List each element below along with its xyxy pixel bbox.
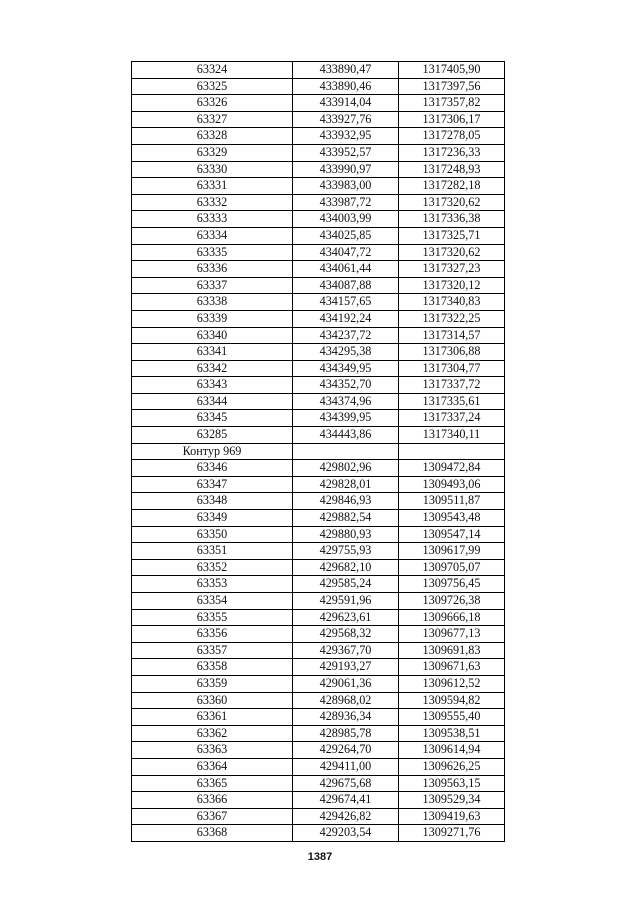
- table-row: [132, 377, 505, 394]
- table-row: [132, 742, 505, 759]
- y-coordinate-cell: 1317320,62: [399, 244, 505, 261]
- y-coordinate-cell: 1309671,63: [399, 659, 505, 676]
- y-coordinate-cell: 1309594,82: [399, 692, 505, 709]
- table-row: [132, 310, 505, 327]
- point-number-cell: 63363: [132, 742, 293, 759]
- point-number-cell: 63358: [132, 659, 293, 676]
- table-row: [132, 493, 505, 510]
- point-number-cell: 63367: [132, 808, 293, 825]
- y-coordinate-cell: 1309419,63: [399, 808, 505, 825]
- y-coordinate-cell: 1317306,17: [399, 111, 505, 128]
- table-row: [132, 161, 505, 178]
- x-coordinate-cell: 429623,61: [293, 609, 399, 626]
- y-coordinate-cell: 1317397,56: [399, 78, 505, 95]
- y-coordinate-cell: 1317327,23: [399, 261, 505, 278]
- table-row: [132, 244, 505, 261]
- table-row: [132, 277, 505, 294]
- y-coordinate-cell: 1309726,38: [399, 593, 505, 610]
- contour-header-row: [132, 443, 505, 460]
- x-coordinate-cell: 434192,24: [293, 310, 399, 327]
- x-coordinate-cell: 434061,44: [293, 261, 399, 278]
- y-coordinate-cell: 1317340,11: [399, 427, 505, 444]
- table-row: [132, 62, 505, 79]
- y-coordinate-cell: 1309271,76: [399, 825, 505, 842]
- x-coordinate-cell: 429061,36: [293, 675, 399, 692]
- table-row: [132, 427, 505, 444]
- table-row: [132, 227, 505, 244]
- x-coordinate-cell: 433890,46: [293, 78, 399, 95]
- point-number-cell: 63326: [132, 95, 293, 112]
- table-row: [132, 344, 505, 361]
- x-coordinate-cell: 434047,72: [293, 244, 399, 261]
- x-coordinate-cell: 434025,85: [293, 227, 399, 244]
- y-coordinate-cell: 1317337,24: [399, 410, 505, 427]
- point-number-cell: 63285: [132, 427, 293, 444]
- y-coordinate-cell: 1317337,72: [399, 377, 505, 394]
- table-row: [132, 709, 505, 726]
- y-coordinate-cell: 1309705,07: [399, 559, 505, 576]
- table-row: [132, 593, 505, 610]
- point-number-cell: 63333: [132, 211, 293, 228]
- table-row: [132, 659, 505, 676]
- table-row: [132, 144, 505, 161]
- point-number-cell: 63324: [132, 62, 293, 79]
- point-number-cell: 63345: [132, 410, 293, 427]
- y-coordinate-cell: 1317336,38: [399, 211, 505, 228]
- table-row: [132, 692, 505, 709]
- x-coordinate-cell: 434374,96: [293, 393, 399, 410]
- y-coordinate-cell: 1309555,40: [399, 709, 505, 726]
- point-number-cell: 63356: [132, 626, 293, 643]
- y-coordinate-cell: 1317340,83: [399, 294, 505, 311]
- x-coordinate-cell: 434157,65: [293, 294, 399, 311]
- x-coordinate-cell: 429203,54: [293, 825, 399, 842]
- y-coordinate-cell: 1309547,14: [399, 526, 505, 543]
- y-coordinate-cell: 1317304,77: [399, 360, 505, 377]
- table-row: [132, 758, 505, 775]
- point-number-cell: 63347: [132, 476, 293, 493]
- y-coordinate-cell: 1309543,48: [399, 510, 505, 527]
- x-coordinate-cell: 428968,02: [293, 692, 399, 709]
- y-coordinate-cell: 1309614,94: [399, 742, 505, 759]
- point-number-cell: 63329: [132, 144, 293, 161]
- y-coordinate-cell: 1309677,13: [399, 626, 505, 643]
- point-number-cell: 63338: [132, 294, 293, 311]
- y-coordinate-cell: 1309666,18: [399, 609, 505, 626]
- x-coordinate-cell: 433914,04: [293, 95, 399, 112]
- point-number-cell: 63346: [132, 460, 293, 477]
- point-number-cell: 63355: [132, 609, 293, 626]
- table-row: [132, 261, 505, 278]
- table-row: [132, 642, 505, 659]
- y-coordinate-cell: 1309691,83: [399, 642, 505, 659]
- point-number-cell: 63362: [132, 725, 293, 742]
- point-number-cell: 63335: [132, 244, 293, 261]
- x-coordinate-cell: 429755,93: [293, 543, 399, 560]
- y-coordinate-cell: 1309511,87: [399, 493, 505, 510]
- table-row: [132, 543, 505, 560]
- point-number-cell: 63328: [132, 128, 293, 145]
- point-number-cell: 63359: [132, 675, 293, 692]
- x-coordinate-cell: 429411,00: [293, 758, 399, 775]
- empty-cell: [399, 443, 505, 460]
- table-row: [132, 792, 505, 809]
- x-coordinate-cell: 434352,70: [293, 377, 399, 394]
- point-number-cell: 63352: [132, 559, 293, 576]
- point-number-cell: 63334: [132, 227, 293, 244]
- y-coordinate-cell: 1309617,99: [399, 543, 505, 560]
- table-row: [132, 609, 505, 626]
- table-row: [132, 410, 505, 427]
- point-number-cell: 63325: [132, 78, 293, 95]
- table-row: [132, 327, 505, 344]
- y-coordinate-cell: 1317248,93: [399, 161, 505, 178]
- y-coordinate-cell: 1309472,84: [399, 460, 505, 477]
- y-coordinate-cell: 1309538,51: [399, 725, 505, 742]
- y-coordinate-cell: 1317282,18: [399, 178, 505, 195]
- table-row: [132, 725, 505, 742]
- x-coordinate-cell: 434237,72: [293, 327, 399, 344]
- x-coordinate-cell: 429264,70: [293, 742, 399, 759]
- point-number-cell: 63337: [132, 277, 293, 294]
- coordinates-table: [131, 61, 505, 842]
- table-row: [132, 95, 505, 112]
- point-number-cell: 63342: [132, 360, 293, 377]
- y-coordinate-cell: 1309493,06: [399, 476, 505, 493]
- table-row: [132, 111, 505, 128]
- table-row: [132, 460, 505, 477]
- x-coordinate-cell: 433927,76: [293, 111, 399, 128]
- y-coordinate-cell: 1317314,57: [399, 327, 505, 344]
- y-coordinate-cell: 1309626,25: [399, 758, 505, 775]
- x-coordinate-cell: 429880,93: [293, 526, 399, 543]
- table-row: [132, 775, 505, 792]
- y-coordinate-cell: 1317306,88: [399, 344, 505, 361]
- x-coordinate-cell: 429585,24: [293, 576, 399, 593]
- table-row: [132, 559, 505, 576]
- x-coordinate-cell: 428936,34: [293, 709, 399, 726]
- point-number-cell: 63366: [132, 792, 293, 809]
- point-number-cell: 63365: [132, 775, 293, 792]
- page-number: 1387: [307, 851, 333, 863]
- x-coordinate-cell: 434295,38: [293, 344, 399, 361]
- x-coordinate-cell: 434443,86: [293, 427, 399, 444]
- point-number-cell: 63361: [132, 709, 293, 726]
- point-number-cell: 63330: [132, 161, 293, 178]
- y-coordinate-cell: 1317278,05: [399, 128, 505, 145]
- point-number-cell: 63331: [132, 178, 293, 195]
- table-row: [132, 78, 505, 95]
- point-number-cell: 63353: [132, 576, 293, 593]
- point-number-cell: 63348: [132, 493, 293, 510]
- table-row: [132, 393, 505, 410]
- table-row: [132, 526, 505, 543]
- point-number-cell: 63351: [132, 543, 293, 560]
- x-coordinate-cell: 429682,10: [293, 559, 399, 576]
- x-coordinate-cell: 429568,32: [293, 626, 399, 643]
- x-coordinate-cell: 429426,82: [293, 808, 399, 825]
- x-coordinate-cell: 429591,96: [293, 593, 399, 610]
- x-coordinate-cell: 433990,97: [293, 161, 399, 178]
- x-coordinate-cell: 434349,95: [293, 360, 399, 377]
- table-row: [132, 360, 505, 377]
- y-coordinate-cell: 1317357,82: [399, 95, 505, 112]
- y-coordinate-cell: 1317236,33: [399, 144, 505, 161]
- x-coordinate-cell: 429846,93: [293, 493, 399, 510]
- y-coordinate-cell: 1317325,71: [399, 227, 505, 244]
- x-coordinate-cell: 433987,72: [293, 194, 399, 211]
- table-row: [132, 211, 505, 228]
- point-number-cell: 63354: [132, 593, 293, 610]
- point-number-cell: 63343: [132, 377, 293, 394]
- x-coordinate-cell: 429802,96: [293, 460, 399, 477]
- table-row: [132, 294, 505, 311]
- point-number-cell: 63368: [132, 825, 293, 842]
- x-coordinate-cell: 429367,70: [293, 642, 399, 659]
- y-coordinate-cell: 1309612,52: [399, 675, 505, 692]
- table-row: [132, 825, 505, 842]
- point-number-cell: 63327: [132, 111, 293, 128]
- contour-label: Контур 969: [132, 443, 293, 460]
- table-row: [132, 626, 505, 643]
- x-coordinate-cell: 434003,99: [293, 211, 399, 228]
- point-number-cell: 63364: [132, 758, 293, 775]
- point-number-cell: 63357: [132, 642, 293, 659]
- table-row: [132, 576, 505, 593]
- x-coordinate-cell: 429193,27: [293, 659, 399, 676]
- x-coordinate-cell: 433952,57: [293, 144, 399, 161]
- coordinates-table-body: [132, 62, 505, 842]
- table-row: [132, 194, 505, 211]
- point-number-cell: 63340: [132, 327, 293, 344]
- y-coordinate-cell: 1309563,15: [399, 775, 505, 792]
- point-number-cell: 63344: [132, 393, 293, 410]
- point-number-cell: 63349: [132, 510, 293, 527]
- table-row: [132, 675, 505, 692]
- y-coordinate-cell: 1317335,61: [399, 393, 505, 410]
- point-number-cell: 63339: [132, 310, 293, 327]
- y-coordinate-cell: 1309756,45: [399, 576, 505, 593]
- y-coordinate-cell: 1317322,25: [399, 310, 505, 327]
- table-row: [132, 178, 505, 195]
- table-row: [132, 510, 505, 527]
- x-coordinate-cell: 429675,68: [293, 775, 399, 792]
- point-number-cell: 63350: [132, 526, 293, 543]
- x-coordinate-cell: 433983,00: [293, 178, 399, 195]
- point-number-cell: 63341: [132, 344, 293, 361]
- x-coordinate-cell: 429882,54: [293, 510, 399, 527]
- x-coordinate-cell: 433890,47: [293, 62, 399, 79]
- x-coordinate-cell: 429828,01: [293, 476, 399, 493]
- table-row: [132, 128, 505, 145]
- point-number-cell: 63360: [132, 692, 293, 709]
- empty-cell: [293, 443, 399, 460]
- x-coordinate-cell: 429674,41: [293, 792, 399, 809]
- y-coordinate-cell: 1317405,90: [399, 62, 505, 79]
- y-coordinate-cell: 1309529,34: [399, 792, 505, 809]
- point-number-cell: 63336: [132, 261, 293, 278]
- y-coordinate-cell: 1317320,12: [399, 277, 505, 294]
- table-row: [132, 476, 505, 493]
- y-coordinate-cell: 1317320,62: [399, 194, 505, 211]
- x-coordinate-cell: 428985,78: [293, 725, 399, 742]
- table-row: [132, 808, 505, 825]
- x-coordinate-cell: 433932,95: [293, 128, 399, 145]
- point-number-cell: 63332: [132, 194, 293, 211]
- x-coordinate-cell: 434087,88: [293, 277, 399, 294]
- x-coordinate-cell: 434399,95: [293, 410, 399, 427]
